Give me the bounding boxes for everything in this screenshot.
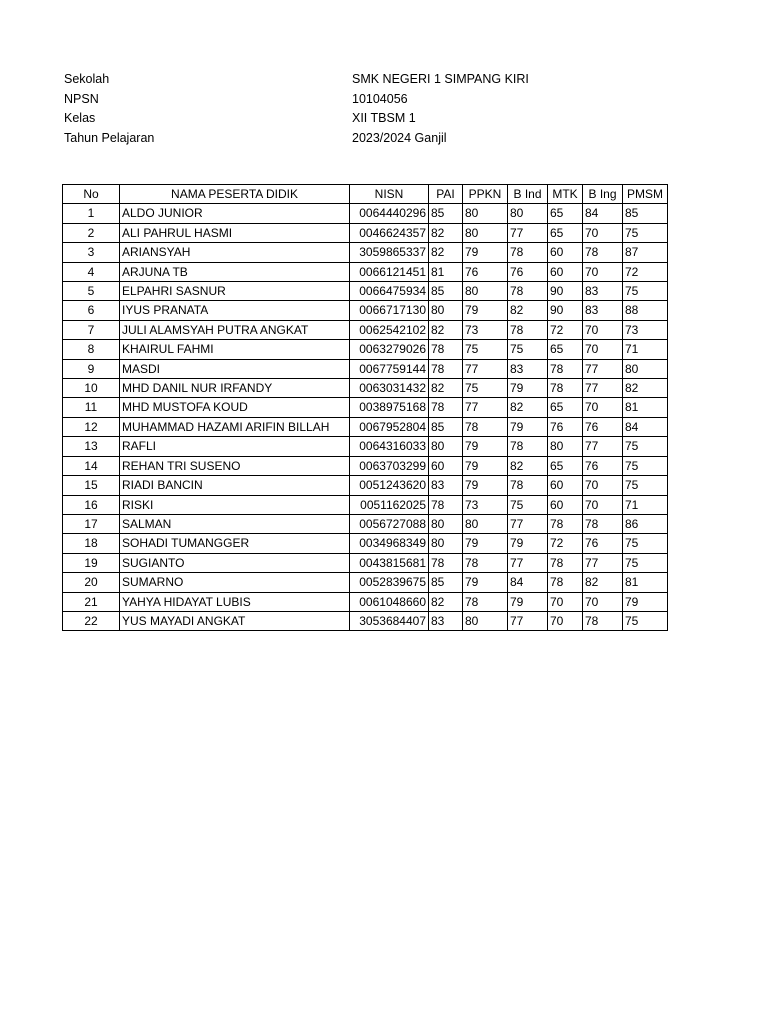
cell-b-ind: 77: [508, 611, 548, 630]
cell-pai: 78: [429, 495, 463, 514]
cell-ppkn: 80: [463, 282, 508, 301]
cell-name: IYUS PRANATA: [120, 301, 350, 320]
cell-ppkn: 78: [463, 417, 508, 436]
table-row: [63, 243, 668, 262]
info-value: XII TBSM 1: [352, 111, 416, 125]
cell-pai: 80: [429, 437, 463, 456]
cell-b-ind: 82: [508, 398, 548, 417]
cell-pai: 82: [429, 243, 463, 262]
cell-ppkn: 76: [463, 262, 508, 281]
cell-ppkn: 79: [463, 243, 508, 262]
grades-table: [62, 184, 668, 631]
cell-nisn: 0051243620: [350, 476, 429, 495]
cell-b-ind: 78: [508, 437, 548, 456]
cell-pmsm: 71: [623, 340, 668, 359]
cell-b-ing: 83: [583, 282, 623, 301]
cell-nisn: 0063703299: [350, 456, 429, 475]
cell-mtk: 78: [548, 359, 583, 378]
cell-ppkn: 79: [463, 534, 508, 553]
cell-b-ind: 77: [508, 514, 548, 533]
cell-pmsm: 75: [623, 282, 668, 301]
info-label: Sekolah: [64, 72, 110, 86]
cell-pai: 80: [429, 301, 463, 320]
header-mtk: MTK: [548, 185, 583, 204]
cell-b-ing: 78: [583, 611, 623, 630]
cell-b-ind: 75: [508, 340, 548, 359]
cell-pmsm: 80: [623, 359, 668, 378]
school-info: [64, 70, 664, 148]
cell-mtk: 70: [548, 611, 583, 630]
cell-no: 20: [63, 573, 120, 592]
cell-mtk: 65: [548, 204, 583, 223]
cell-no: 6: [63, 301, 120, 320]
cell-pai: 83: [429, 611, 463, 630]
cell-pmsm: 87: [623, 243, 668, 262]
cell-pai: 82: [429, 592, 463, 611]
cell-b-ing: 78: [583, 243, 623, 262]
table-row: [63, 301, 668, 320]
info-row-npsn: [64, 90, 664, 110]
cell-ppkn: 80: [463, 204, 508, 223]
cell-mtk: 78: [548, 553, 583, 572]
cell-mtk: 90: [548, 282, 583, 301]
cell-b-ind: 77: [508, 223, 548, 242]
header-b-ing: B Ing: [583, 185, 623, 204]
cell-pmsm: 75: [623, 437, 668, 456]
cell-nisn: 0066475934: [350, 282, 429, 301]
cell-b-ing: 70: [583, 340, 623, 359]
cell-no: 15: [63, 476, 120, 495]
cell-b-ind: 79: [508, 534, 548, 553]
cell-pai: 85: [429, 573, 463, 592]
cell-pmsm: 81: [623, 398, 668, 417]
cell-b-ind: 82: [508, 301, 548, 320]
cell-no: 12: [63, 417, 120, 436]
table-row: [63, 437, 668, 456]
cell-pmsm: 79: [623, 592, 668, 611]
table-row: [63, 282, 668, 301]
cell-b-ing: 82: [583, 573, 623, 592]
cell-b-ind: 79: [508, 417, 548, 436]
cell-pai: 82: [429, 320, 463, 339]
cell-ppkn: 80: [463, 611, 508, 630]
cell-mtk: 72: [548, 320, 583, 339]
table-row: [63, 456, 668, 475]
cell-pai: 80: [429, 534, 463, 553]
cell-b-ing: 76: [583, 456, 623, 475]
cell-pmsm: 75: [623, 223, 668, 242]
cell-ppkn: 75: [463, 379, 508, 398]
cell-b-ind: 79: [508, 379, 548, 398]
table-row: [63, 417, 668, 436]
cell-pmsm: 86: [623, 514, 668, 533]
cell-nisn: 0034968349: [350, 534, 429, 553]
header-ppkn: PPKN: [463, 185, 508, 204]
cell-pai: 78: [429, 340, 463, 359]
cell-name: MASDI: [120, 359, 350, 378]
cell-pai: 78: [429, 553, 463, 572]
cell-pmsm: 71: [623, 495, 668, 514]
cell-name: ARIANSYAH: [120, 243, 350, 262]
header-name: NAMA PESERTA DIDIK: [120, 185, 350, 204]
cell-nisn: 0052839675: [350, 573, 429, 592]
table-row: [63, 495, 668, 514]
cell-name: MHD DANIL NUR IRFANDY: [120, 379, 350, 398]
cell-mtk: 70: [548, 592, 583, 611]
cell-mtk: 60: [548, 495, 583, 514]
table-body: [63, 204, 668, 631]
cell-ppkn: 78: [463, 553, 508, 572]
cell-name: KHAIRUL FAHMI: [120, 340, 350, 359]
cell-nisn: 0064316033: [350, 437, 429, 456]
cell-nisn: 0067952804: [350, 417, 429, 436]
cell-nisn: 0066121451: [350, 262, 429, 281]
cell-no: 5: [63, 282, 120, 301]
cell-nisn: 0067759144: [350, 359, 429, 378]
cell-mtk: 78: [548, 379, 583, 398]
cell-ppkn: 75: [463, 340, 508, 359]
cell-b-ind: 80: [508, 204, 548, 223]
cell-pai: 85: [429, 282, 463, 301]
info-value: 10104056: [352, 91, 408, 106]
cell-ppkn: 80: [463, 514, 508, 533]
cell-mtk: 65: [548, 398, 583, 417]
cell-nisn: 3059865337: [350, 243, 429, 262]
cell-b-ind: 75: [508, 495, 548, 514]
cell-no: 21: [63, 592, 120, 611]
table-row: [63, 553, 668, 572]
cell-name: SUMARNO: [120, 573, 350, 592]
cell-b-ing: 70: [583, 320, 623, 339]
cell-no: 7: [63, 320, 120, 339]
cell-nisn: 0043815681: [350, 553, 429, 572]
cell-no: 9: [63, 359, 120, 378]
cell-no: 14: [63, 456, 120, 475]
cell-mtk: 65: [548, 456, 583, 475]
cell-b-ing: 84: [583, 204, 623, 223]
cell-nisn: 0061048660: [350, 592, 429, 611]
cell-b-ing: 77: [583, 379, 623, 398]
cell-pmsm: 82: [623, 379, 668, 398]
cell-name: ELPAHRI SASNUR: [120, 282, 350, 301]
cell-pai: 85: [429, 204, 463, 223]
cell-ppkn: 79: [463, 456, 508, 475]
info-value: 2023/2024 Ganjil: [352, 130, 447, 145]
cell-nisn: 0056727088: [350, 514, 429, 533]
cell-nisn: 0038975168: [350, 398, 429, 417]
cell-b-ind: 78: [508, 320, 548, 339]
cell-nisn: 3053684407: [350, 611, 429, 630]
cell-b-ind: 83: [508, 359, 548, 378]
cell-b-ind: 82: [508, 456, 548, 475]
cell-b-ing: 70: [583, 592, 623, 611]
table-row: [63, 592, 668, 611]
cell-b-ing: 70: [583, 495, 623, 514]
cell-ppkn: 80: [463, 223, 508, 242]
info-row-school-year: [64, 129, 664, 149]
info-label: Kelas: [64, 111, 96, 125]
cell-mtk: 60: [548, 476, 583, 495]
cell-ppkn: 78: [463, 592, 508, 611]
cell-no: 10: [63, 379, 120, 398]
table-row: [63, 320, 668, 339]
cell-ppkn: 77: [463, 359, 508, 378]
cell-ppkn: 73: [463, 320, 508, 339]
table-row: [63, 573, 668, 592]
table-row: [63, 611, 668, 630]
cell-b-ing: 70: [583, 223, 623, 242]
cell-ppkn: 77: [463, 398, 508, 417]
cell-b-ind: 78: [508, 282, 548, 301]
cell-ppkn: 79: [463, 476, 508, 495]
cell-b-ing: 70: [583, 476, 623, 495]
table-row: [63, 340, 668, 359]
cell-name: MUHAMMAD HAZAMI ARIFIN BILLAH: [120, 417, 350, 436]
table-row: [63, 262, 668, 281]
header-pmsm: PMSM: [623, 185, 668, 204]
cell-name: SALMAN: [120, 514, 350, 533]
cell-name: RAFLI: [120, 437, 350, 456]
cell-b-ing: 70: [583, 262, 623, 281]
cell-mtk: 76: [548, 417, 583, 436]
cell-no: 16: [63, 495, 120, 514]
header-no: No: [63, 185, 120, 204]
cell-mtk: 78: [548, 514, 583, 533]
cell-nisn: 0064440296: [350, 204, 429, 223]
cell-b-ind: 79: [508, 592, 548, 611]
cell-no: 2: [63, 223, 120, 242]
cell-nisn: 0051162025: [350, 495, 429, 514]
cell-pmsm: 84: [623, 417, 668, 436]
cell-name: MHD MUSTOFA KOUD: [120, 398, 350, 417]
cell-no: 13: [63, 437, 120, 456]
table-row: [63, 398, 668, 417]
cell-b-ing: 78: [583, 514, 623, 533]
cell-b-ing: 76: [583, 417, 623, 436]
cell-pmsm: 72: [623, 262, 668, 281]
cell-b-ind: 78: [508, 243, 548, 262]
table-row: [63, 359, 668, 378]
cell-mtk: 90: [548, 301, 583, 320]
cell-no: 19: [63, 553, 120, 572]
cell-b-ind: 76: [508, 262, 548, 281]
cell-nisn: 0063031432: [350, 379, 429, 398]
cell-b-ing: 70: [583, 398, 623, 417]
cell-mtk: 65: [548, 340, 583, 359]
cell-ppkn: 79: [463, 573, 508, 592]
cell-mtk: 60: [548, 243, 583, 262]
info-label: NPSN: [64, 91, 99, 106]
cell-no: 3: [63, 243, 120, 262]
cell-b-ind: 78: [508, 476, 548, 495]
cell-pai: 82: [429, 379, 463, 398]
cell-mtk: 72: [548, 534, 583, 553]
cell-no: 17: [63, 514, 120, 533]
cell-pai: 85: [429, 417, 463, 436]
cell-no: 4: [63, 262, 120, 281]
cell-no: 18: [63, 534, 120, 553]
cell-pai: 78: [429, 359, 463, 378]
cell-ppkn: 73: [463, 495, 508, 514]
cell-no: 1: [63, 204, 120, 223]
cell-name: YUS MAYADI ANGKAT: [120, 611, 350, 630]
cell-b-ing: 76: [583, 534, 623, 553]
table-row: [63, 534, 668, 553]
cell-no: 8: [63, 340, 120, 359]
table-row: [63, 223, 668, 242]
cell-pmsm: 75: [623, 611, 668, 630]
table-row: [63, 204, 668, 223]
cell-no: 11: [63, 398, 120, 417]
cell-mtk: 60: [548, 262, 583, 281]
cell-mtk: 65: [548, 223, 583, 242]
cell-name: RIADI BANCIN: [120, 476, 350, 495]
cell-pai: 78: [429, 398, 463, 417]
header-pai: PAI: [429, 185, 463, 204]
cell-no: 22: [63, 611, 120, 630]
table-row: [63, 379, 668, 398]
info-row-school: [64, 70, 664, 90]
cell-name: SUGIANTO: [120, 553, 350, 572]
cell-name: ALDO JUNIOR: [120, 204, 350, 223]
cell-name: JULI ALAMSYAH PUTRA ANGKAT: [120, 320, 350, 339]
cell-pai: 81: [429, 262, 463, 281]
cell-nisn: 0063279026: [350, 340, 429, 359]
cell-name: ARJUNA TB: [120, 262, 350, 281]
info-row-class: [64, 109, 664, 129]
cell-mtk: 80: [548, 437, 583, 456]
info-label: Tahun Pelajaran: [64, 130, 155, 145]
header-b-ind: B Ind: [508, 185, 548, 204]
cell-pmsm: 75: [623, 534, 668, 553]
cell-b-ing: 83: [583, 301, 623, 320]
cell-nisn: 0062542102: [350, 320, 429, 339]
cell-name: REHAN TRI SUSENO: [120, 456, 350, 475]
cell-b-ing: 77: [583, 553, 623, 572]
cell-pai: 60: [429, 456, 463, 475]
cell-pmsm: 85: [623, 204, 668, 223]
table-header: [63, 185, 668, 204]
header-row: [63, 185, 668, 204]
cell-b-ing: 77: [583, 359, 623, 378]
cell-pmsm: 88: [623, 301, 668, 320]
cell-pmsm: 75: [623, 553, 668, 572]
cell-name: SOHADI TUMANGGER: [120, 534, 350, 553]
info-value: SMK NEGERI 1 SIMPANG KIRI: [352, 72, 529, 86]
cell-pmsm: 75: [623, 456, 668, 475]
cell-b-ing: 77: [583, 437, 623, 456]
cell-pai: 80: [429, 514, 463, 533]
cell-pmsm: 75: [623, 476, 668, 495]
cell-nisn: 0066717130: [350, 301, 429, 320]
cell-mtk: 78: [548, 573, 583, 592]
table-row: [63, 514, 668, 533]
cell-pmsm: 73: [623, 320, 668, 339]
cell-nisn: 0046624357: [350, 223, 429, 242]
cell-b-ind: 77: [508, 553, 548, 572]
table-row: [63, 476, 668, 495]
cell-pai: 82: [429, 223, 463, 242]
cell-b-ind: 84: [508, 573, 548, 592]
header-nisn: NISN: [350, 185, 429, 204]
cell-ppkn: 79: [463, 437, 508, 456]
cell-pai: 83: [429, 476, 463, 495]
cell-name: YAHYA HIDAYAT LUBIS: [120, 592, 350, 611]
cell-name: RISKI: [120, 495, 350, 514]
cell-ppkn: 79: [463, 301, 508, 320]
cell-pmsm: 81: [623, 573, 668, 592]
cell-name: ALI PAHRUL HASMI: [120, 223, 350, 242]
